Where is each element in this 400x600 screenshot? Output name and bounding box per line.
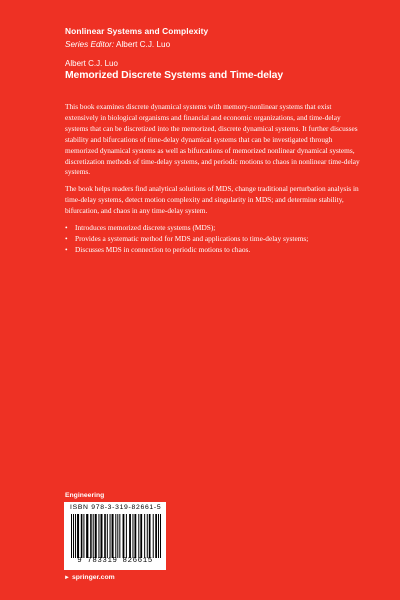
- barcode-bar: [160, 514, 161, 558]
- publisher-link[interactable]: [64, 574, 115, 581]
- barcode-bar: [138, 514, 139, 558]
- barcode-bar: [83, 514, 84, 558]
- book-author: Albert C.J. Luo: [65, 59, 118, 68]
- barcode-bar: [147, 514, 148, 558]
- barcode-bar: [98, 514, 99, 558]
- series-editor-label: Series Editor:: [65, 40, 115, 49]
- feature-item: • Provides a systematic method for MDS and applications to time-delay systems;: [65, 234, 365, 245]
- barcode-bar: [144, 514, 145, 558]
- isbn-text: ISBN 978-3-319-82661-5: [70, 504, 162, 511]
- series-editor-name: Albert C.J. Luo: [115, 40, 171, 49]
- publisher-url: springer.com: [71, 574, 115, 581]
- barcode-bar: [86, 514, 88, 558]
- barcode-bar: [71, 514, 72, 558]
- barcode-bar: [115, 514, 116, 558]
- barcode-bar: [77, 514, 79, 558]
- barcode-bar: [81, 514, 83, 558]
- barcode-number: 9 783319 826615: [77, 557, 153, 565]
- barcode-bar: [110, 514, 111, 558]
- description-paragraph: This book examines discrete dynamical systems with memory-nonlinear systems that exist extensively in biological organisms and financial and economic organizations, and time-delay systems that can be discretized into the memorized, discrete dynamical systems. It further discusses stability and bifurcations of time-delay dynamical systems that can be investigated through memorized dynamical systems as well as bifurcations of memorized nonlinear dynamical systems, discretization methods of time-delay systems, and periodic motions to chaos in nonlinear time-delay systems.: [65, 102, 360, 177]
- barcode-bars: [71, 514, 161, 558]
- barcode-bar: [75, 514, 76, 558]
- series-editor: [65, 40, 170, 49]
- arrow-icon: ►: [64, 575, 70, 581]
- barcode-bar: [126, 514, 127, 558]
- barcode-bar: [158, 514, 159, 558]
- barcode-bar: [129, 514, 131, 558]
- barcode-bar: [93, 514, 94, 558]
- barcode-bar: [104, 514, 106, 558]
- barcode-bar: [132, 514, 133, 558]
- barcode-bar: [134, 514, 136, 558]
- description-paragraph: The book helps readers find analytical solutions of MDS, change traditional perturbation analysis in time-delay systems, detect motion complexity and singularity in MDS; and determine stability, bifurcation, and chaos in any time-delay system.: [65, 184, 359, 216]
- feature-item: • Introduces memorized discrete systems (MDS);: [65, 223, 365, 234]
- barcode: [64, 502, 166, 570]
- barcode-bar: [117, 514, 118, 558]
- barcode-bar: [100, 514, 102, 558]
- feature-list: [65, 223, 365, 256]
- barcode-bar: [155, 514, 157, 558]
- book-description: [65, 102, 365, 256]
- barcode-bar: [123, 514, 125, 558]
- barcode-bar: [107, 514, 108, 558]
- barcode-bar: [112, 514, 114, 558]
- barcode-bar: [90, 514, 92, 558]
- barcode-bar: [149, 514, 151, 558]
- barcode-bar: [95, 514, 97, 558]
- feature-item: • Discusses MDS in connection to periodic motions to chaos.: [65, 245, 365, 256]
- subject-label: Engineering: [65, 492, 105, 499]
- barcode-bar: [153, 514, 154, 558]
- barcode-bar: [73, 514, 74, 558]
- barcode-bar: [119, 514, 120, 558]
- book-title: Memorized Discrete Systems and Time-delay: [65, 70, 284, 81]
- series-name: Nonlinear Systems and Complexity: [65, 26, 209, 36]
- barcode-bar: [140, 514, 142, 558]
